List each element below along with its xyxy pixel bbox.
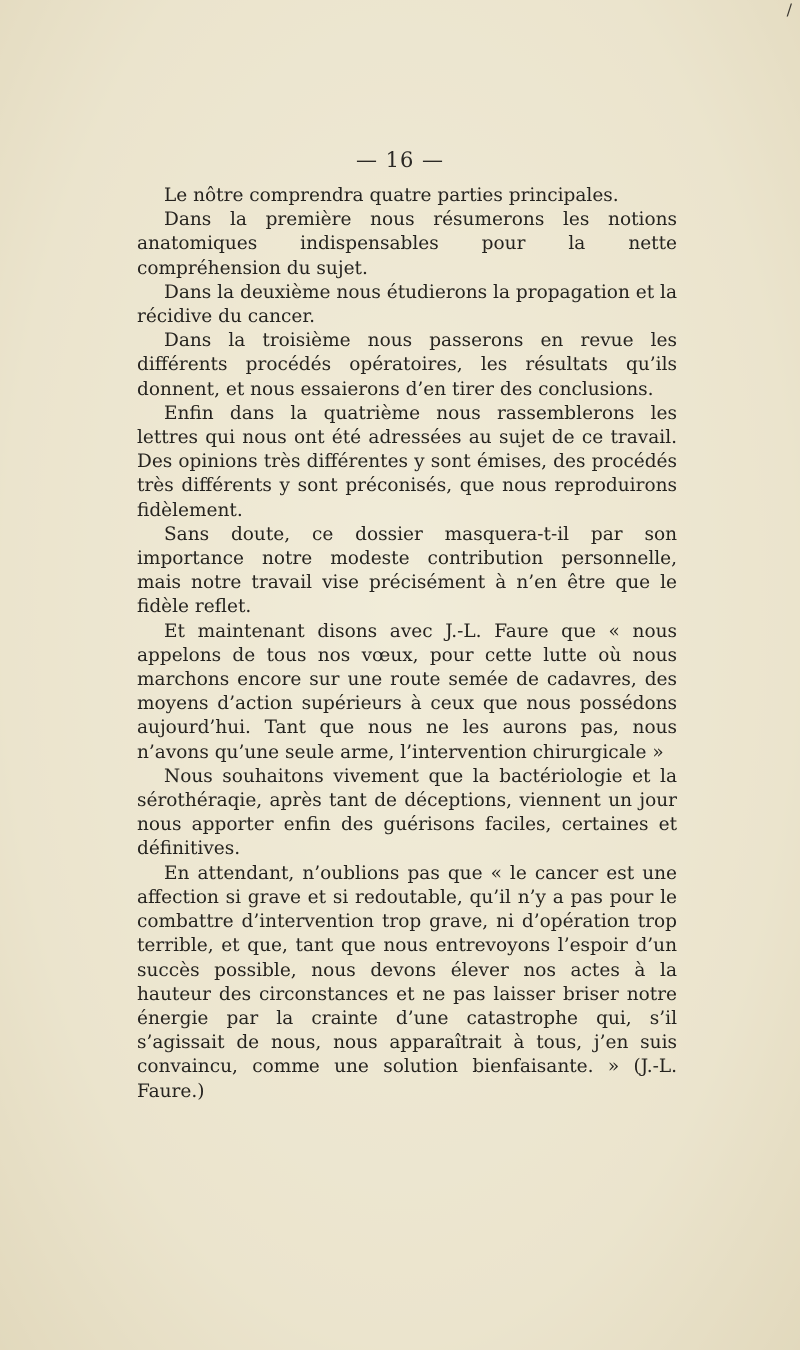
paragraph: Enfin dans la quatrième nous rassemblerons les lettres qui nous ont été adressées au sujet de ce travail. Des opinions très différentes y sont émises, des procédés très différents y sont préconisés, que nous reproduirons fidèlement. [137, 402, 677, 521]
paragraph: En attendant, n’oublions pas que « le cancer est une affection si grave et si redoutable, qu’il n’y a pas pour le combattre d’intervention trop grave, ni d’opération trop terrible, et que, tant que nous entrevoyons l’espoir d’un succès possible, nous devons élever nos actes à la hauteur des circonstances et ne pas laisser briser notre énergie par la crainte d’une catastrophe qui, s’il s’agissait de nous, nous apparaîtrait à tous, j’en suis convaincu, comme une solution bienfaisante. » (J.-L. Faure.) [137, 862, 677, 1102]
body-text [137, 184, 677, 1104]
paragraph: Dans la troisième nous passerons en revue les différents procédés opératoires, les résultats qu’ils donnent, et nous essaierons d’en tirer des conclusions. [137, 330, 677, 400]
paragraph: Et maintenant disons avec J.-L. Faure que « nous appelons de tous nos vœux, pour cette lutte où nous marchons encore sur une route semée de cadavres, des moyens d’action supérieurs à ceux que nous possédons aujourd’hui. Tant que nous ne les aurons pas, nous n’avons qu’une seule arme, l’intervention chirurgicale » [137, 620, 677, 763]
paragraph: Le nôtre comprendra quatre parties principales. [164, 185, 619, 206]
paragraph: Sans doute, ce dossier masquera-t-il par son importance notre modeste contribution personnelle, mais notre travail vise précisément à n’en être que le fidèle reflet. [137, 523, 677, 618]
paragraph: Nous souhaitons vivement que la bactériologie et la sérothéraqie, après tant de déceptions, viennent un jour nous apporter enfin des guérisons faciles, certaines et définitives. [137, 765, 677, 860]
paragraph: Dans la première nous résumerons les notions anatomiques indispensables pour la nette compréhension du sujet. [137, 209, 677, 279]
edge-mark: / [786, 0, 792, 19]
paragraph: Dans la deuxième nous étudierons la propagation et la récidive du cancer. [137, 281, 677, 328]
page-number: — 16 — [355, 148, 445, 172]
